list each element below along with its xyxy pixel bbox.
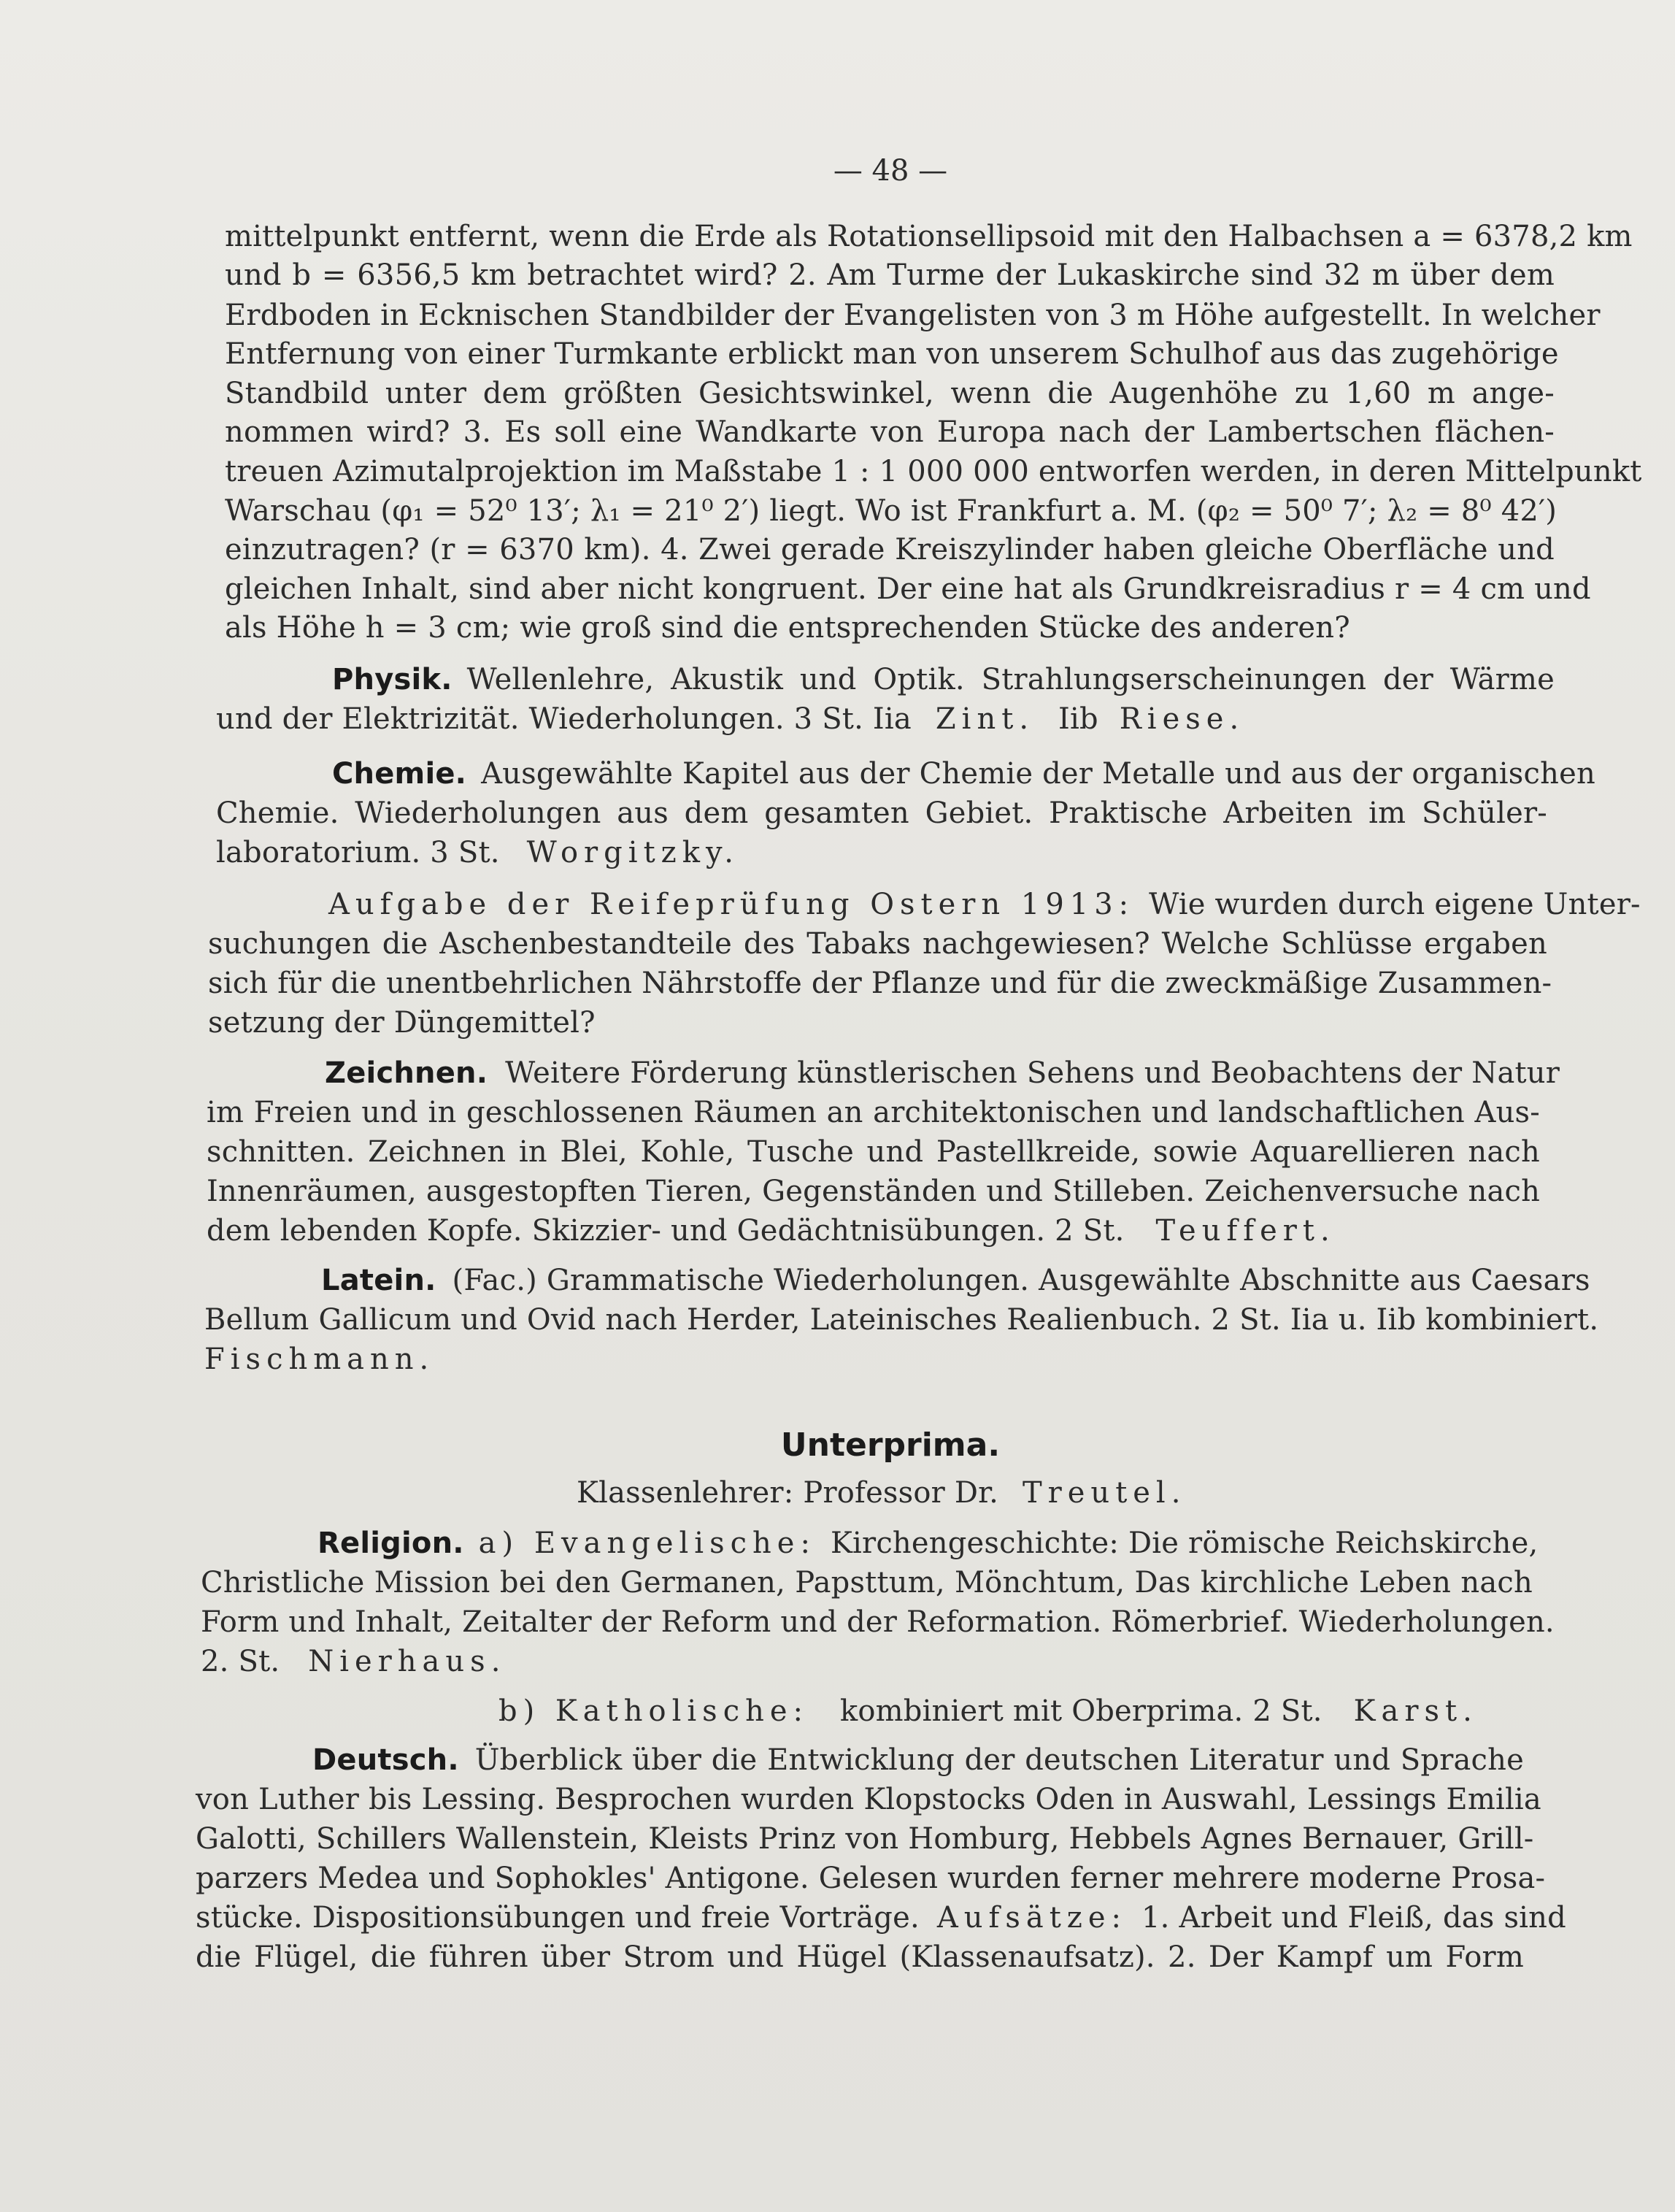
zeichnen-text: dem lebenden Kopfe. Skizzier- und Gedächtnisübungen. 2 St. [207,1214,1125,1248]
aufsaetze-label: Aufsätze: [936,1901,1127,1935]
klassenlehrer-line [577,1475,1186,1510]
zeichnen-text: Weitere Förderung künstlerischen Sehens und Beobachtens der Natur [505,1056,1560,1090]
text-line: Galotti, Schillers Wallenstein, Kleists Prinz von Homburg, Hebbels Agnes Bernauer, Grill- [196,1822,1534,1856]
text-line [216,835,739,870]
class-label: Iib [1058,702,1098,736]
text-line: setzung der Düngemittel? [208,1006,596,1040]
text-line: Christliche Mission bei den Germanen, Papsttum, Mönchtum, Das kirchliche Leben nach [201,1566,1533,1600]
chemie-text: laboratorium. 3 St. [216,836,500,869]
aufgabe-label: Aufgabe der Reifeprüfung Ostern 1913: [328,888,1135,921]
physik-text: und der Elektrizität. Wiederholungen. 3 St. Iia [216,702,912,736]
text-line: Standbild unter dem größten Gesichtswinkel, wenn die Augenhöhe zu 1,60 m ange- [225,377,1555,410]
physik-text: Wellenlehre, Akustik und Optik. Strahlungserscheinungen der Wärme [466,663,1555,696]
text-line: treuen Azimutalprojektion im Maßstabe 1 : 1 000 000 entworfen werden, in deren Mittelpunkt [225,455,1642,488]
teacher-name: Nierhaus. [308,1645,507,1678]
text-line: von Luther bis Lessing. Besprochen wurden Klopstocks Oden in Auswahl, Lessings Emilia [196,1783,1541,1816]
teacher-name: Teuffert. [1155,1214,1336,1248]
text-line [332,756,1595,791]
teacher-name: Treutel. [1022,1476,1187,1510]
deutsch-text: Überblick über die Entwicklung der deutschen Literatur und Sprache [474,1743,1524,1777]
teacher-name: Zint. [935,702,1035,736]
text-line: und b = 6356,5 km betrachtet wird? 2. Am Turme der Lukaskirche sind 32 m über dem [225,258,1555,292]
text-line [201,1644,506,1679]
aufgabe-text: Wie wurden durch eigene Unter- [1149,888,1641,921]
text-line [196,1900,1566,1935]
teacher-name: Karst. [1353,1694,1478,1728]
latein-text: (Fac.) Grammatische Wiederholungen. Ausgewählte Abschnitte aus Caesars [452,1264,1590,1297]
text-line: schnitten. Zeichnen in Blei, Kohle, Tusche und Pastellkreide, sowie Aquarellieren nach [207,1135,1540,1169]
deutsch-heading: Deutsch. [312,1743,459,1777]
teacher-name: Fischmann. [204,1343,435,1376]
teacher-name: Riese. [1119,702,1245,736]
text-line: sich für die unentbehrlichen Nährstoffe der Pflanze und für die zweckmäßige Zusammen- [208,967,1552,1000]
text-line: einzutragen? (r = 6370 km). 4. Zwei gerade Kreiszylinder haben gleiche Oberfläche und [225,533,1555,567]
text-line [312,1743,1524,1778]
text-line [317,1526,1539,1561]
text-line: Warschau (φ₁ = 52⁰ 13′; λ₁ = 21⁰ 2′) liegt. Wo ist Frankfurt a. M. (φ₂ = 50⁰ 7′; λ₂ = 8⁰ 42′) [225,494,1557,528]
zeichnen-heading: Zeichnen. [325,1056,488,1090]
text-line: Erdboden in Ecknischen Standbilder der Evangelisten von 3 m Höhe aufgestellt. In welcher [225,299,1601,332]
deutsch-text: stücke. Dispositionsübungen und freie Vorträge. [196,1901,920,1935]
teacher-name: Worgitzky. [526,836,739,869]
religion-heading: Religion. [317,1526,464,1560]
religion-a-label: a) Evangelische: [478,1526,816,1560]
chemie-text: Ausgewählte Kapitel aus der Chemie der Metalle und aus der organischen [481,757,1595,791]
religion-text: kombiniert mit Oberprima. 2 St. [839,1694,1322,1728]
text-line [321,1263,1590,1298]
text-line: Innenräumen, ausgestopften Tieren, Gegenständen und Stilleben. Zeichenversuche nach [207,1175,1541,1208]
text-line: im Freien und in geschlossenen Räumen an architektonischen und landschaftlichen Aus- [207,1096,1540,1129]
latein-heading: Latein. [321,1264,436,1297]
text-line: nommen wird? 3. Es soll eine Wandkarte von Europa nach der Lambertschen flächen- [225,415,1555,449]
section-title-unterprima: Unterprima. [780,1426,1001,1464]
chemie-heading: Chemie. [332,757,467,791]
text-line: Chemie. Wiederholungen aus dem gesamten Gebiet. Praktische Arbeiten im Schüler- [216,796,1547,830]
religion-text: 2. St. [201,1645,280,1678]
text-line [207,1213,1336,1248]
text-line [332,662,1555,697]
text-line: Entfernung von einer Turmkante erblickt man von unserem Schulhof aus das zugehörige [225,337,1559,371]
physik-heading: Physik. [332,663,453,696]
text-line: gleichen Inhalt, sind aber nicht kongruent. Der eine hat als Grundkreisradius r = 4 cm und [225,572,1591,606]
text-line: parzers Medea und Sophokles' Antigone. Gelesen wurden ferner mehrere moderne Prosa- [196,1862,1546,1895]
page-number: — 48 — [833,154,948,188]
text-line [216,702,1244,737]
religion-text: Kirchengeschichte: Die römische Reichskirche, [830,1526,1539,1560]
religion-b-label: b) Katholische: [498,1694,809,1728]
text-line: Bellum Gallicum und Ovid nach Herder, Lateinisches Realienbuch. 2 St. Iia u. Iib kombiniert. [204,1303,1599,1337]
text-line [498,1694,1478,1729]
text-line [325,1056,1560,1091]
text-line: als Höhe h = 3 cm; wie groß sind die entsprechenden Stücke des anderen? [225,611,1350,645]
text-line [328,887,1641,922]
text-line: mittelpunkt entfernt, wenn die Erde als Rotationsellipsoid mit den Halbachsen a = 6378,2 km [225,220,1633,253]
text-line: Form und Inhalt, Zeitalter der Reform und der Reformation. Römerbrief. Wiederholungen. [201,1605,1555,1639]
text-line: suchungen die Aschenbestandteile des Tabaks nachgewiesen? Welche Schlüsse ergaben [208,927,1547,961]
klassenlehrer-label: Klassenlehrer: Professor Dr. [577,1476,999,1510]
deutsch-text: 1. Arbeit und Fleiß, das sind [1141,1901,1566,1935]
text-line: die Flügel, die führen über Strom und Hügel (Klassenaufsatz). 2. Der Kampf um Form [196,1940,1524,1974]
